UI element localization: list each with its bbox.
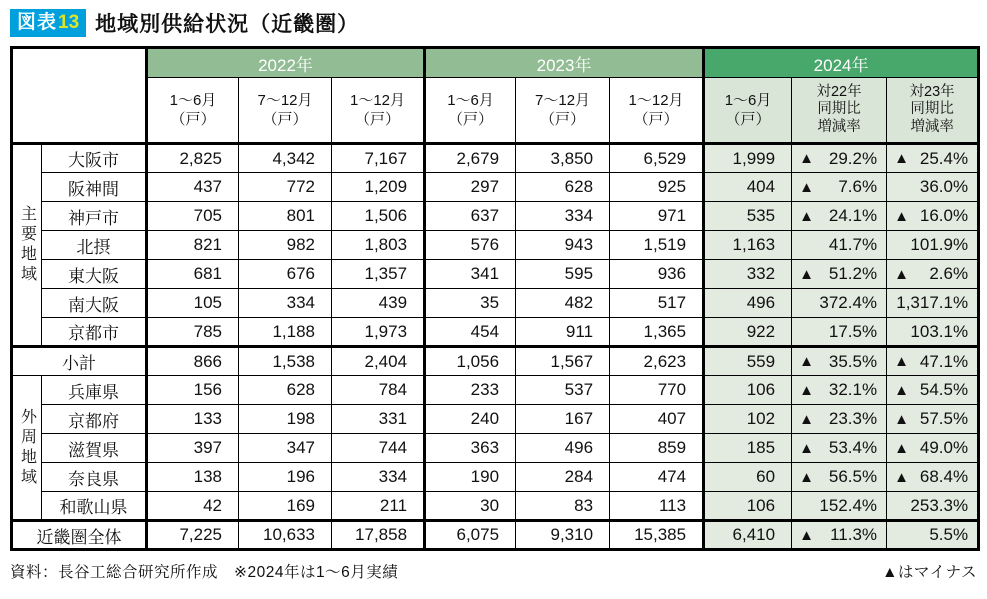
- count-cell: 133: [147, 405, 239, 434]
- count-cell: 1,999: [704, 144, 792, 173]
- table-row: [12, 347, 979, 376]
- count-cell: 2,623: [610, 347, 704, 376]
- column-header: 1～6月 （戸）: [704, 78, 792, 144]
- count-cell: 196: [239, 463, 332, 492]
- legend-note: ▲はマイナス: [882, 564, 977, 581]
- table-row: [12, 173, 979, 202]
- count-cell: 911: [516, 318, 610, 347]
- count-cell: 347: [239, 434, 332, 463]
- minus-triangle-icon: ▲: [799, 178, 814, 196]
- region-group-label: 主要地域: [12, 144, 42, 347]
- table-row: [12, 202, 979, 231]
- count-cell: 859: [610, 434, 704, 463]
- count-cell: 1,506: [332, 202, 425, 231]
- rate-cell: [887, 376, 979, 405]
- count-cell: 332: [704, 260, 792, 289]
- column-header: 1～12月 （戸）: [610, 78, 704, 144]
- count-cell: 105: [147, 289, 239, 318]
- title-text: 地域別供給状況（近畿圏）: [95, 13, 360, 36]
- count-cell: 474: [610, 463, 704, 492]
- table-row: [12, 231, 979, 260]
- count-cell: 637: [425, 202, 516, 231]
- count-cell: 15,385: [610, 521, 704, 550]
- minus-triangle-icon: ▲: [894, 439, 909, 457]
- rate-value: 29.2%: [828, 148, 878, 168]
- count-cell: 1,209: [332, 173, 425, 202]
- rate-value: 68.4%: [919, 467, 969, 486]
- region-name: 京都市: [42, 318, 147, 347]
- region-name: 神戸市: [42, 202, 147, 231]
- count-cell: 517: [610, 289, 704, 318]
- count-cell: 102: [704, 405, 792, 434]
- count-cell: 1,188: [239, 318, 332, 347]
- table-row: [12, 260, 979, 289]
- count-cell: 821: [147, 231, 239, 260]
- table-row: [12, 492, 979, 521]
- count-cell: 772: [239, 173, 332, 202]
- minus-triangle-icon: ▲: [799, 526, 814, 544]
- rate-cell: [792, 463, 887, 492]
- rate-value: 53.4%: [828, 438, 878, 457]
- region-name: 京都府: [42, 405, 147, 434]
- count-cell: 331: [332, 405, 425, 434]
- minus-triangle-icon: ▲: [894, 150, 909, 167]
- rate-value: 2.6%: [929, 264, 969, 283]
- count-cell: 576: [425, 231, 516, 260]
- table-row: [12, 463, 979, 492]
- count-cell: 284: [516, 463, 610, 492]
- count-cell: 6,075: [425, 521, 516, 550]
- rate-value: 24.1%: [828, 206, 878, 225]
- count-cell: 233: [425, 376, 516, 405]
- count-cell: 744: [332, 434, 425, 463]
- minus-triangle-icon: ▲: [799, 150, 814, 167]
- rate-cell: [792, 173, 887, 202]
- region-name: 東大阪: [42, 260, 147, 289]
- count-cell: 437: [147, 173, 239, 202]
- count-cell: 1,365: [610, 318, 704, 347]
- count-cell: 60: [704, 463, 792, 492]
- rate-value: 11.3%: [830, 525, 878, 544]
- rate-cell: 17.5%: [792, 318, 887, 347]
- count-cell: 496: [704, 289, 792, 318]
- rate-value: 56.5%: [828, 467, 878, 486]
- badge-number: 13: [58, 12, 80, 33]
- table-row: [12, 289, 979, 318]
- count-cell: 240: [425, 405, 516, 434]
- count-cell: 1,567: [516, 347, 610, 376]
- count-cell: 1,056: [425, 347, 516, 376]
- count-cell: 1,538: [239, 347, 332, 376]
- count-cell: 404: [704, 173, 792, 202]
- count-cell: 6,529: [610, 144, 704, 173]
- minus-triangle-icon: ▲: [894, 381, 909, 399]
- figure-number-badge: [10, 9, 86, 37]
- rate-value: 57.5%: [919, 409, 969, 428]
- table-row: [12, 144, 979, 173]
- count-cell: 1,519: [610, 231, 704, 260]
- count-cell: 1,803: [332, 231, 425, 260]
- regional-supply-table: [10, 46, 980, 551]
- count-cell: 106: [704, 376, 792, 405]
- rate-cell: 41.7%: [792, 231, 887, 260]
- rate-cell: [887, 144, 979, 173]
- count-cell: 482: [516, 289, 610, 318]
- count-cell: 7,225: [147, 521, 239, 550]
- rate-cell: [792, 347, 887, 376]
- count-cell: 190: [425, 463, 516, 492]
- count-cell: 198: [239, 405, 332, 434]
- minus-triangle-icon: ▲: [894, 265, 909, 283]
- count-cell: 211: [332, 492, 425, 521]
- count-cell: 397: [147, 434, 239, 463]
- rate-value: 16.0%: [919, 206, 969, 225]
- minus-triangle-icon: ▲: [894, 353, 909, 370]
- rate-cell: [887, 405, 979, 434]
- count-cell: 6,410: [704, 521, 792, 550]
- count-cell: 943: [516, 231, 610, 260]
- rate-cell: [792, 405, 887, 434]
- count-cell: 866: [147, 347, 239, 376]
- year-header-2023: 2023年: [425, 48, 704, 78]
- count-cell: 9,310: [516, 521, 610, 550]
- count-cell: 4,342: [239, 144, 332, 173]
- rate-cell: [792, 260, 887, 289]
- count-cell: 2,404: [332, 347, 425, 376]
- column-header-row: [12, 78, 979, 144]
- rate-cell: 103.1%: [887, 318, 979, 347]
- rate-value: 47.1%: [919, 351, 969, 371]
- rate-cell: [792, 202, 887, 231]
- year-header-2022: 2022年: [147, 48, 425, 78]
- region-name: 南大阪: [42, 289, 147, 318]
- minus-triangle-icon: ▲: [799, 439, 814, 457]
- rate-cell: 101.9%: [887, 231, 979, 260]
- count-cell: 439: [332, 289, 425, 318]
- count-cell: 138: [147, 463, 239, 492]
- minus-triangle-icon: ▲: [799, 410, 814, 428]
- minus-triangle-icon: ▲: [799, 468, 814, 486]
- rate-value: 35.5%: [828, 351, 878, 371]
- region-name: 兵庫県: [42, 376, 147, 405]
- count-cell: 496: [516, 434, 610, 463]
- count-cell: 770: [610, 376, 704, 405]
- rate-cell: 253.3%: [887, 492, 979, 521]
- count-cell: 3,850: [516, 144, 610, 173]
- column-header: 7～12月 （戸）: [239, 78, 332, 144]
- rate-cell: 152.4%: [792, 492, 887, 521]
- count-cell: 537: [516, 376, 610, 405]
- badge-prefix: 図表: [17, 12, 58, 33]
- count-cell: 334: [332, 463, 425, 492]
- column-header: 対22年 同期比 増減率: [792, 78, 887, 144]
- count-cell: 1,163: [704, 231, 792, 260]
- region-name: 阪神間: [42, 173, 147, 202]
- rate-cell: [887, 434, 979, 463]
- minus-triangle-icon: ▲: [894, 207, 909, 225]
- count-cell: 341: [425, 260, 516, 289]
- region-name: 近畿圏全体: [12, 521, 147, 550]
- rate-cell: [792, 144, 887, 173]
- rate-cell: [887, 463, 979, 492]
- rate-cell: 372.4%: [792, 289, 887, 318]
- column-header: 対23年 同期比 増減率: [887, 78, 979, 144]
- count-cell: 595: [516, 260, 610, 289]
- count-cell: 454: [425, 318, 516, 347]
- region-name: 北摂: [42, 231, 147, 260]
- minus-triangle-icon: ▲: [799, 207, 814, 225]
- count-cell: 1,973: [332, 318, 425, 347]
- rate-cell: 5.5%: [887, 521, 979, 550]
- column-header: 1～6月 （戸）: [425, 78, 516, 144]
- rate-value: 23.3%: [828, 409, 878, 428]
- count-cell: 2,825: [147, 144, 239, 173]
- count-cell: 705: [147, 202, 239, 231]
- count-cell: 559: [704, 347, 792, 376]
- rate-value: 54.5%: [919, 380, 969, 399]
- count-cell: 363: [425, 434, 516, 463]
- rate-value: 7.6%: [838, 177, 878, 196]
- count-cell: 801: [239, 202, 332, 231]
- count-cell: 106: [704, 492, 792, 521]
- count-cell: 922: [704, 318, 792, 347]
- count-cell: 2,679: [425, 144, 516, 173]
- rate-value: 51.2%: [828, 264, 878, 283]
- count-cell: 971: [610, 202, 704, 231]
- minus-triangle-icon: ▲: [799, 381, 814, 399]
- count-cell: 936: [610, 260, 704, 289]
- table-row: [12, 521, 979, 550]
- count-cell: 535: [704, 202, 792, 231]
- table-row: [12, 434, 979, 463]
- rate-cell: [792, 376, 887, 405]
- region-group-label: 外周地域: [12, 376, 42, 521]
- count-cell: 334: [516, 202, 610, 231]
- count-cell: 982: [239, 231, 332, 260]
- count-cell: 297: [425, 173, 516, 202]
- rate-value: 49.0%: [919, 438, 969, 457]
- count-cell: 10,633: [239, 521, 332, 550]
- rate-value: 32.1%: [828, 380, 878, 399]
- rate-cell: [792, 521, 887, 550]
- minus-triangle-icon: ▲: [894, 410, 909, 428]
- count-cell: 681: [147, 260, 239, 289]
- rate-cell: 36.0%: [887, 173, 979, 202]
- count-cell: 676: [239, 260, 332, 289]
- count-cell: 1,357: [332, 260, 425, 289]
- count-cell: 185: [704, 434, 792, 463]
- footer: [10, 560, 977, 582]
- count-cell: 83: [516, 492, 610, 521]
- count-cell: 17,858: [332, 521, 425, 550]
- corner-label: 地域名: [12, 48, 147, 144]
- column-header: 1～6月 （戸）: [147, 78, 239, 144]
- year-header-2024: 2024年: [704, 48, 979, 78]
- rate-cell: 1,317.1%: [887, 289, 979, 318]
- rate-cell: [792, 434, 887, 463]
- count-cell: 35: [425, 289, 516, 318]
- count-cell: 628: [516, 173, 610, 202]
- count-cell: 42: [147, 492, 239, 521]
- count-cell: 407: [610, 405, 704, 434]
- minus-triangle-icon: ▲: [799, 265, 814, 283]
- count-cell: 167: [516, 405, 610, 434]
- count-cell: 925: [610, 173, 704, 202]
- rate-cell: [887, 202, 979, 231]
- table-row: [12, 405, 979, 434]
- count-cell: 30: [425, 492, 516, 521]
- minus-triangle-icon: ▲: [894, 468, 909, 486]
- count-cell: 784: [332, 376, 425, 405]
- count-cell: 156: [147, 376, 239, 405]
- count-cell: 7,167: [332, 144, 425, 173]
- year-header-row: [12, 48, 979, 78]
- rate-cell: [887, 347, 979, 376]
- region-name: 滋賀県: [42, 434, 147, 463]
- count-cell: 334: [239, 289, 332, 318]
- table-body: [12, 144, 979, 550]
- count-cell: 785: [147, 318, 239, 347]
- page-title: [10, 6, 977, 40]
- count-cell: 113: [610, 492, 704, 521]
- column-header: 7～12月 （戸）: [516, 78, 610, 144]
- table-row: [12, 318, 979, 347]
- count-cell: 628: [239, 376, 332, 405]
- region-name: 大阪市: [42, 144, 147, 173]
- region-name: 奈良県: [42, 463, 147, 492]
- rate-value: 25.4%: [919, 148, 969, 168]
- minus-triangle-icon: ▲: [799, 353, 814, 370]
- count-cell: 169: [239, 492, 332, 521]
- region-name: 和歌山県: [42, 492, 147, 521]
- column-header: 1～12月 （戸）: [332, 78, 425, 144]
- table-row: [12, 376, 979, 405]
- source-note: 資料：長谷工総合研究所作成 ※2024年は1～6月実績: [10, 564, 399, 581]
- region-name: 小計: [12, 347, 147, 376]
- rate-cell: [887, 260, 979, 289]
